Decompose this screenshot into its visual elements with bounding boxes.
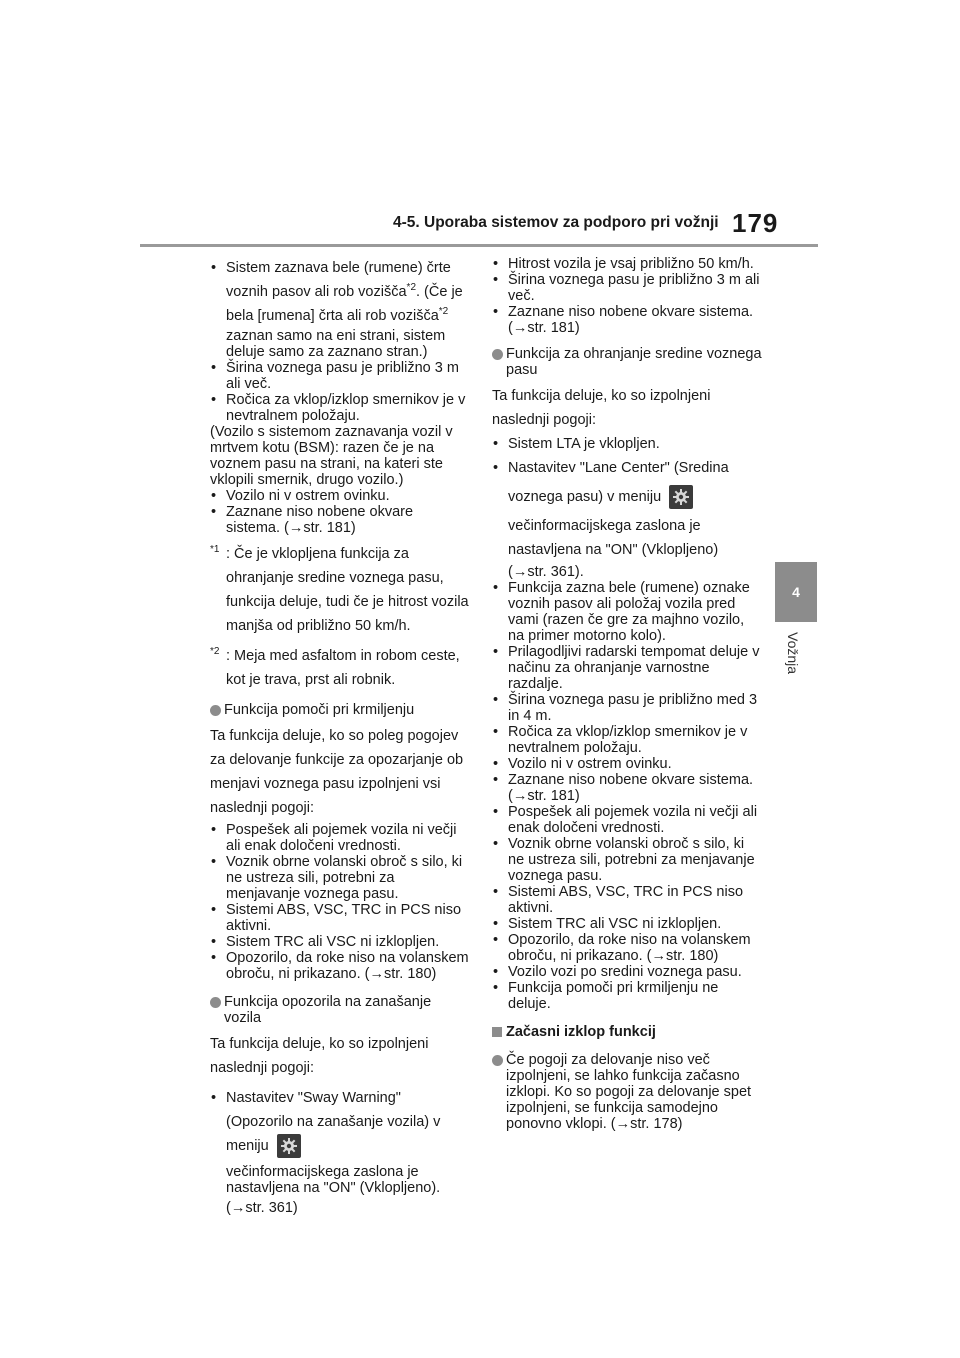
- bullet-circle-icon: [492, 1055, 503, 1066]
- left-column: [210, 256, 470, 1220]
- list-item: • Prilagodljivi radarski tempomat deluje v načinu za ohranjanje varnostne razdalje.: [492, 644, 762, 692]
- list-item: • Širina voznega pasu je približno 3 m ali več.: [492, 272, 762, 304]
- gear-icon: [277, 1134, 301, 1158]
- list-item: • Zaznane niso nobene okvare sistema. (→str. 181): [210, 504, 470, 536]
- bullet-square-icon: [492, 1027, 502, 1037]
- gear-icon: [669, 485, 693, 509]
- list-item: • Pospešek ali pojemek vozila ni večji ali enak določeni vrednosti.: [492, 804, 762, 836]
- list-item: • Ročica za vklop/izklop smernikov je v nevtralnem položaju.: [210, 392, 470, 424]
- right-column: [492, 256, 762, 1132]
- list-item: • Funkcija pomoči pri krmiljenju ne deluje.: [492, 980, 762, 1012]
- footnote: *1 : Če je vklopljena funkcija za ohranjanje sredine voznega pasu, funkcija deluje, tudi če je hitrost vozila manjša od približno 50 km/h.: [210, 544, 469, 634]
- list-item: • Funkcija zazna bele (rumene) oznake voznih pasov ali položaj vozila pred vami (razen če gre za majhno vozilo, na primer motorno kolo).: [492, 580, 762, 644]
- list-item: • Nastavitev "Sway Warning" (Opozorilo na zanašanje vozila) v meniju: [210, 1086, 470, 1158]
- note: (Vozilo s sistemom zaznavanja vozil v mrtvem kotu (BSM): razen če je na voznem pasu na strani, na kateri ste vklopili smernik, drugo vozilo.): [210, 424, 453, 488]
- list-item-cont: voznega pasu) v meniju: [492, 484, 762, 510]
- section-heading: Funkcija za ohranjanje sredine voznega pasu: [492, 346, 762, 378]
- list-item: • Vozilo vozi po sredini voznega pasu.: [492, 964, 762, 980]
- section-title: 4-5. Uporaba sistemov za podporo pri vožnji: [393, 214, 719, 231]
- paragraph: Ta funkcija deluje, ko so izpolnjeni naslednji pogoji:: [210, 1036, 429, 1076]
- bullet-circle-icon: [210, 705, 221, 716]
- section-heading: Začasni izklop funkcij: [492, 1024, 762, 1040]
- header-rule: [140, 244, 818, 247]
- list-item-cont: (→str. 361): [226, 1200, 298, 1217]
- chapter-label: Vožnja: [785, 632, 801, 675]
- list-item: • Sistemi ABS, VSC, TRC in PCS niso aktivni.: [492, 884, 762, 916]
- bullet-circle-icon: [210, 997, 221, 1008]
- list-item: • Širina voznega pasu je približno med 3 in 4 m.: [492, 692, 762, 724]
- chapter-tab: 4: [775, 562, 817, 622]
- list-item: • Opozorilo, da roke niso na volanskem obroču, ni prikazano. (→str. 180): [210, 950, 470, 982]
- list-item-cont: večinformacijskega zaslona je nastavljena na "ON" (Vklopljeno).: [226, 1164, 441, 1197]
- list-item: • Sistem zaznava bele (rumene) črte voznih pasov ali rob vozišča$^{*2}$. (Če je bela [rumena] črta ali rob vozišča$^{*2}$: [210, 256, 470, 328]
- section-heading: Če pogoji za delovanje niso več izpolnjeni, se lahko funkcija začasno izklopi. Ko so pogoji za delovanje spet izpolnjeni, se funkcija samodejno ponovno vklopi. (→str. 178): [492, 1052, 762, 1132]
- list-item: • Sistem TRC ali VSC ni izklopljen.: [210, 934, 470, 950]
- list-item: • Vozilo ni v ostrem ovinku.: [210, 488, 470, 504]
- list-item: • Zaznane niso nobene okvare sistema. (→str. 181): [492, 304, 762, 336]
- list-item-cont: večinformacijskega zaslona je nastavljena na "ON" (Vklopljeno): [508, 518, 719, 558]
- footnote: *2 : Meja med asfaltom in robom ceste, kot je trava, prst ali robnik.: [210, 646, 460, 688]
- list-item: • Zaznane niso nobene okvare sistema. (→str. 181): [492, 772, 762, 804]
- page-number: 179: [732, 208, 779, 238]
- section-heading: Funkcija pomoči pri krmiljenju: [210, 702, 470, 718]
- list-item: • Voznik obrne volanski obroč s silo, ki ne ustreza sili, potrebni za menjavanje voznega pasu.: [210, 854, 470, 902]
- list-item: • Pospešek ali pojemek vozila ni večji ali enak določeni vrednosti.: [210, 822, 470, 854]
- paragraph: Ta funkcija deluje, ko so izpolnjeni naslednji pogoji:: [492, 388, 711, 428]
- bullet-circle-icon: [492, 349, 503, 360]
- list-item: • Hitrost vozila je vsaj približno 50 km/h.: [492, 256, 762, 272]
- list-item: • Sistem LTA je vklopljen.: [492, 432, 762, 456]
- list-item: • Sistem TRC ali VSC ni izklopljen.: [492, 916, 762, 932]
- list-item: • Ročica za vklop/izklop smernikov je v nevtralnem položaju.: [492, 724, 762, 756]
- list-item: • Sistemi ABS, VSC, TRC in PCS niso aktivni.: [210, 902, 470, 934]
- list-item: • Nastavitev "Lane Center" (Sredina: [492, 456, 762, 480]
- list-item: • Vozilo ni v ostrem ovinku.: [492, 756, 762, 772]
- section-heading: Funkcija opozorila na zanašanje vozila: [210, 994, 470, 1026]
- paragraph: Ta funkcija deluje, ko so poleg pogojev za delovanje funkcije za opozarjanje ob menjavi voznega pasu izpolnjeni vsi naslednji pogoji:: [210, 728, 464, 816]
- list-item-cont: zaznan samo na eni strani, sistem deluje samo za zaznano stran.): [226, 328, 446, 360]
- list-item-cont: (→str. 361).: [508, 564, 584, 580]
- list-item: • Opozorilo, da roke niso na volanskem obroču, ni prikazano. (→str. 180): [492, 932, 762, 964]
- list-item: • Širina voznega pasu je približno 3 m ali več.: [210, 360, 470, 392]
- list-item: • Voznik obrne volanski obroč s silo, ki ne ustreza sili, potrebni za menjavanje voznega pasu.: [492, 836, 762, 884]
